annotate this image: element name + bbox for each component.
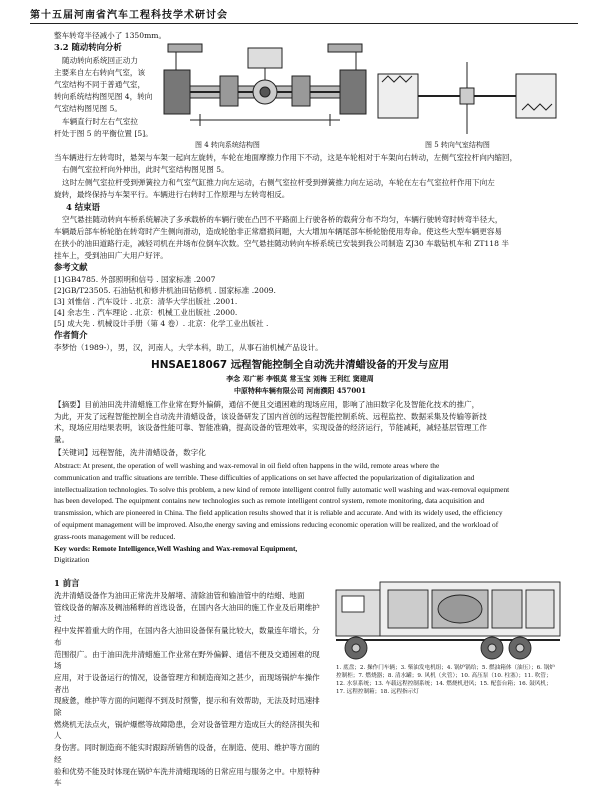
abstract-en <box>54 460 560 566</box>
keywords-en: Digitization <box>54 555 90 565</box>
para-line: 主要来自左右转向气室，该 <box>54 68 146 77</box>
article-affiliation: 中原特种车辆有限公司 河南濮阳 457001 <box>233 386 367 395</box>
reference-item: [3] 刘惟信 . 汽车设计 . 北京：清华大学出版社 .2001. <box>54 297 238 306</box>
author-bio: 李梦怡（1989-），男，汉，河南人，大学本科，助工，从事石油机械产品设计。 <box>54 343 323 352</box>
author-bio-heading: 作者简介 <box>54 330 88 340</box>
legend-line: 17. 远程控制箱；18. 远程指示灯 <box>336 689 419 695</box>
figure-4-caption: 图 4 转向系统结构图 <box>195 141 260 149</box>
para-line: 转向系统结构图见图 4，转向 <box>54 92 153 101</box>
intro-heading: 1 前言 <box>54 578 80 588</box>
section-3-2-heading: 3.2 随动转向分析 <box>54 42 122 52</box>
running-header: 第十五届河南省汽车工程科技学术研讨会 <box>30 6 578 24</box>
article-authors: 李念 邓广彬 李银莫 常玉宝 刘梅 王利红 窦建周 <box>226 374 374 383</box>
abstract-en-line: intellectualization technologies. To solve this problem, a new kind of remote intelligent control fully automatic well washing and wax-removal equipment <box>54 484 510 494</box>
intro-line: 程中发挥着重大的作用，在国内各大油田设备保有量比较大，数量连年增长，分布 <box>54 626 320 647</box>
abstract-en-line: grass-roots management will be reduced. <box>54 531 176 541</box>
abstract-en-line: communication and traffic situations are terrible. These difficulties of applications on set have affected the popularization of digitalization and <box>54 472 475 482</box>
intro-line: 燃烧机无法点火，锅炉爆燃等故障隐患，会对设备管理方造成巨大的经济损失和人 <box>54 719 320 741</box>
legend-line: 1. 底盘；2. 操作门车辆；3. 柴油发电机组；4. 锅炉锅给；5. 燃油箱体（油压）；6. 锅炉 <box>336 665 555 671</box>
para-line: 车辆直行时左右气室拉 <box>62 117 138 126</box>
para-line: 当车辆进行左转弯时，悬架与车架一起向左旋转，车轮在地面摩擦力作用下不动，这是车轮相对于车架向右转动，左侧气室拉杆向内缩回， <box>54 153 518 162</box>
right-wheel <box>340 70 366 114</box>
abstract-line: 量。 <box>54 434 70 444</box>
para-line: 挂车上，受到油田广大用户好评。 <box>54 251 168 260</box>
para-line: 右侧气室拉杆向外伸出，此时气室结构图见图 5。 <box>62 165 229 174</box>
intro-line: 管线设备的解冻及稠油稀释的首选设备，在国内各大油田的施工作业及后期维护过 <box>54 602 320 624</box>
intro-line: 验和优势不能及时体现在锅炉车洗井清蜡现场的日常应用与服务之中。中原特种车 <box>54 766 320 788</box>
figure-legend <box>336 664 555 696</box>
abstract-en-line: of equipment management will be improved. Also,the energy saving and emissions reducing economic operation will be realized, and the workload of <box>54 519 499 529</box>
abstract-en-line: transmission, which are pioneered in China. The field application results showed that it is reliable and accurate. And with its widely used, the efficiency <box>54 508 503 518</box>
references-heading: 参考文献 <box>54 262 88 272</box>
abstract-en-line: has been developed. The equipment contains new technologies such as remote intelligent control system, remote monitoring, data acquisition and <box>54 496 485 506</box>
intro-line: 范围很广。由于油田洗井清蜡施工作业常在野外偏僻、通信不便及交通困难的现场 <box>54 649 320 671</box>
reference-item: [5] 成大先 . 机械设计手册（第 4 卷）. 北京：化学工业出版社 . <box>54 319 269 328</box>
legend-line: 控制柜；7. 燃烧器；8. 清水罐；9. 风机（火管）；10. 高压泵（10. 柱塞）；11. 吹管； <box>336 673 552 679</box>
continued-text: 整车转弯半径减小了 1350mm。 <box>54 31 167 40</box>
intro-line: 洗井清蜡设备作为油田正常洗井及解堵、清除油管和输油管中的结蜡、地面 <box>54 591 305 600</box>
conclusion-heading: 4 结束语 <box>66 202 100 212</box>
para-line: 气室结构不同于普通气室， <box>54 80 146 89</box>
intro-line: 现疲惫，维护等方面的问题得不到及时预警，提示和有效帮助，无法及时迅速排除 <box>54 696 320 718</box>
para-line: 这时左侧气室拉杆受到弹簧拉力和气室气缸推力向左运动，右侧气室拉杆受到弹簧推力向左运动，车轮在左右气室拉杆作用下向左 <box>62 178 495 187</box>
para-line: 车辆最后部车桥轮胎在转弯时产生侧向滑动，造成轮胎非正常磨损问题，大大增加车辆尾部车桥轮胎使用寿命。使这些大型车辆更容易 <box>54 227 503 236</box>
truck-equipment-figure <box>332 560 570 670</box>
intro-line: 应用，对于设备运行的情况，设备管理方和制造商知之甚少，而现场锅炉车操作者出 <box>54 672 320 694</box>
para-line: 随动转向系统回正动力 <box>62 56 138 65</box>
para-line: 旋转，最终保持与车架平行。车辆进行右转时工作原理与左转弯相反。 <box>54 190 290 199</box>
reference-item: [4] 余志生 . 汽车理论 . 北京：机械工业出版社 .2000. <box>54 308 238 317</box>
figure-5-caption: 图 5 转向气室结构图 <box>425 141 490 149</box>
left-wheel <box>164 70 190 114</box>
abstract-line: 【摘要】目前油田洗井清蜡施工作业常在野外偏僻，通信不便且交通困难的现场应用，影响了油田数字化及智能化技术的推广， <box>54 400 480 409</box>
legend-line: 12. 水泵系统；13. 车载远程控制系统；14. 燃烧机进风；15. 配套台箱；16. 鼓风机； <box>336 681 552 687</box>
abstract-en-line: Abstract: At present, the operation of well washing and wax-removal in oil field often happens in the wild, remote areas where the <box>54 461 440 470</box>
keywords-en: Key words: Remote Intelligence,Well Washing and Wax-removal Equipment, <box>54 543 298 553</box>
reference-item: [1]GB4785. 外部照明和信号 . 国家标准 .2007 <box>54 275 216 284</box>
abstract-line: 为此，开发了远程智能控制全自动洗井清蜡设备，该设备研发了国内首创的远程智能控制系统、远程监控、数据采集及传输等新技 <box>54 411 487 421</box>
steering-system-figure <box>160 30 370 140</box>
para-line: 在狭小的油田道路行走，减轻司机在井场布位倒车次数。空气悬挂随动转向车桥系统已安装到我公司制造 ZJ30 车载钻机车和 ZT118 半 <box>54 239 509 248</box>
reference-item: [2]GB/T23505. 石油钻机和修井机油田钻修机 . 国家标准 .2009. <box>54 286 276 295</box>
air-chamber-figure <box>372 52 562 142</box>
para-line: 杆处于图 5 的平衡位置 [5]。 <box>54 129 153 138</box>
para-line: 空气悬挂随动转向车桥系统解决了多承载桥的车辆行驶在凸凹不平路面上行驶各桥的载荷分布不均匀，车辆行驶转弯时转弯半径大， <box>62 215 503 224</box>
para-line: 气室结构图见图 5。 <box>54 104 122 113</box>
article-title: HNSAE18067 远程智能控制全自动洗井清蜡设备的开发与应用 <box>151 359 449 371</box>
intro-line: 身伤害。同时制造商不能实时跟踪所销售的设备，在制造、使用、维护等方面的经 <box>54 743 320 764</box>
abstract-cn <box>54 399 560 459</box>
intro-text <box>54 590 322 789</box>
abstract-line: 术，现场应用结果表明，该设备性能可靠、智能准确，提高设备的管理效率，实现设备的经济运行，节能减耗，减轻基层管理工作 <box>54 423 487 433</box>
keywords-cn: 【关键词】远程智能，洗井清蜡设备，数字化 <box>54 448 206 458</box>
